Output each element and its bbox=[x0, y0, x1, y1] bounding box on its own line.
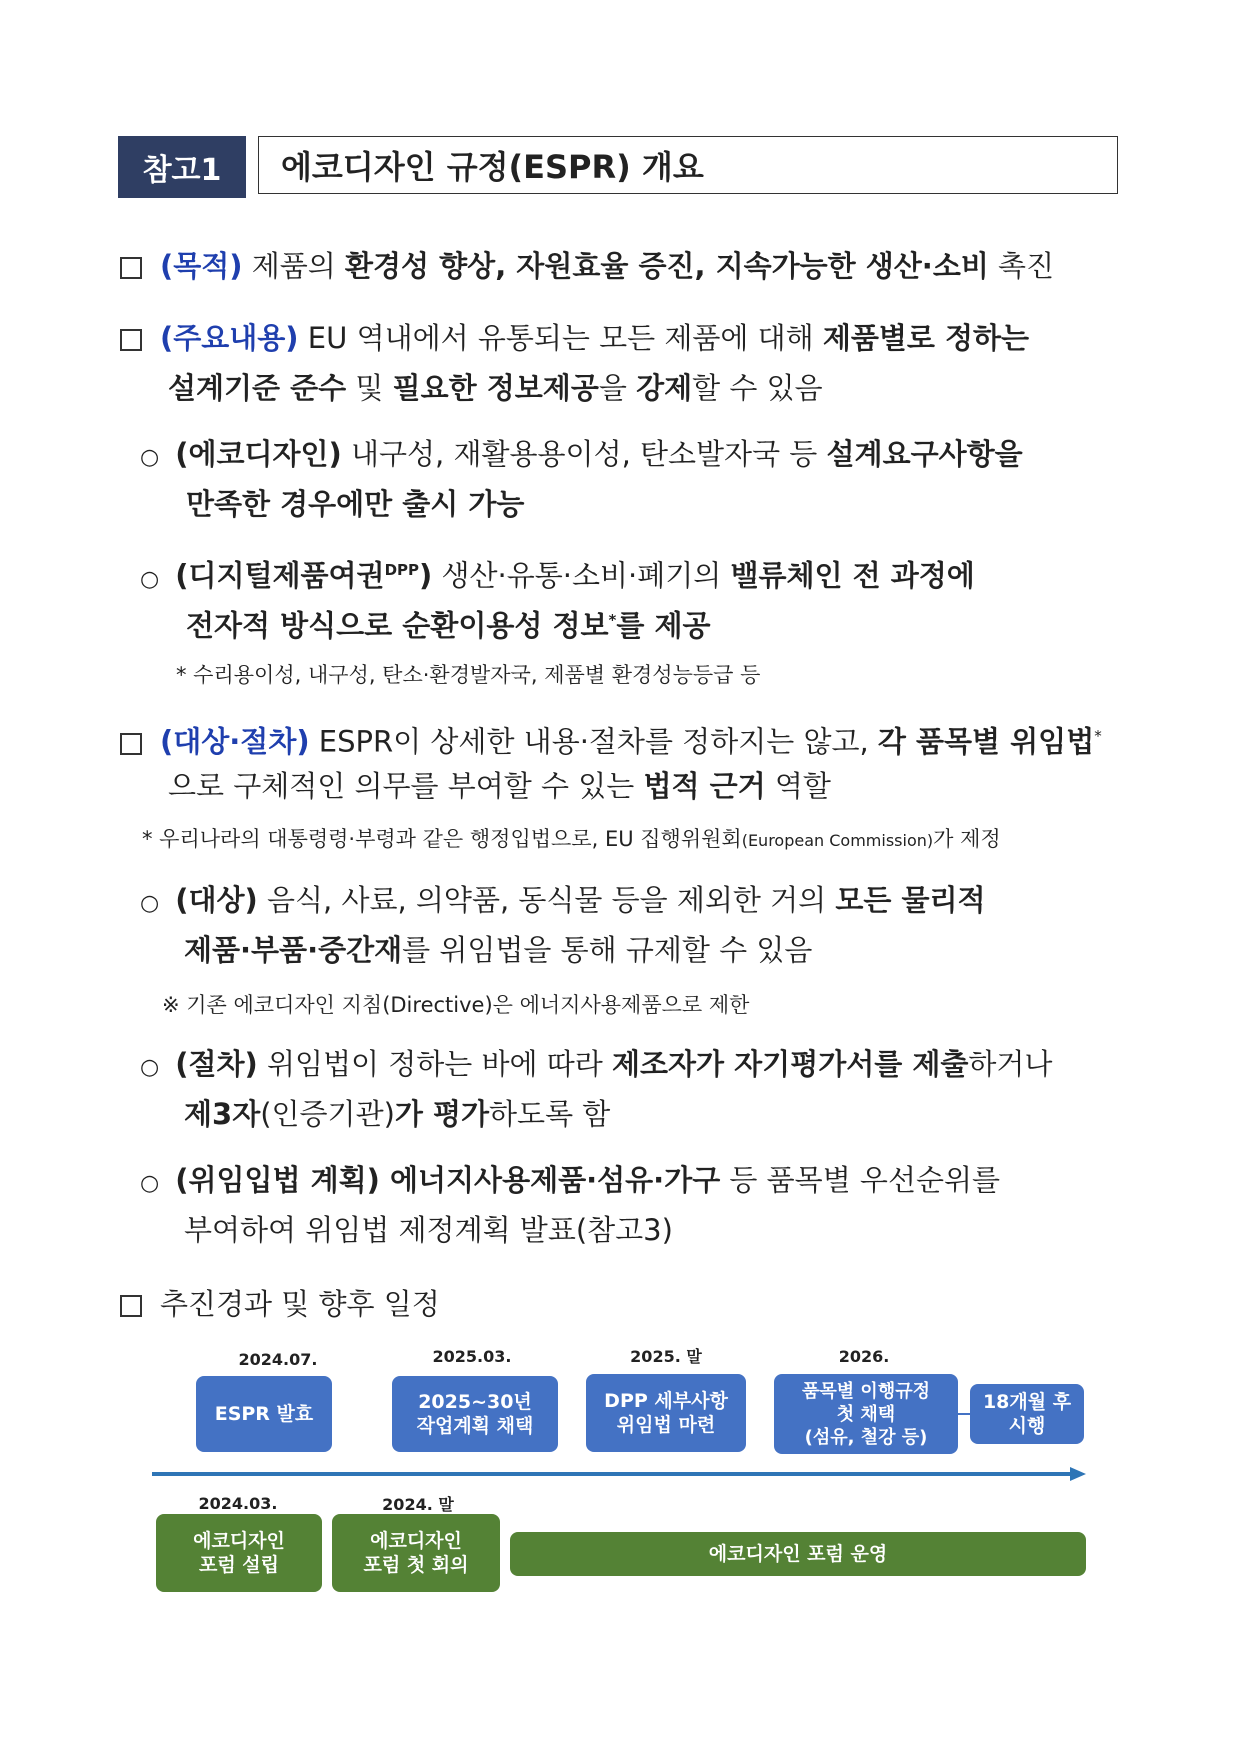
timeline-date: 2024.07. bbox=[238, 1350, 318, 1369]
item-scope-cont: 제품·부품·중간재를 위임법을 통해 규제할 수 있음 bbox=[184, 933, 813, 967]
forum-operation-bar: 에코디자인 포럼 운영 bbox=[510, 1532, 1086, 1576]
milestone-enforcement: 18개월 후 시행 bbox=[970, 1384, 1084, 1444]
milestone-forum-established: 에코디자인 포럼 설립 bbox=[156, 1514, 322, 1592]
milestone-first-rules: 품목별 이행규정 첫 채택 (섬유, 철강 등) bbox=[774, 1374, 958, 1454]
section-main-content: (주요내용) EU 역내에서 유통되는 모든 제품에 대해 제품별로 정하는 bbox=[120, 318, 1029, 358]
item-delegation-plan-cont: 부여하여 위임법 제정계획 발표(참고3) bbox=[184, 1213, 673, 1247]
circle-bullet-icon: ○ bbox=[140, 1171, 160, 1196]
item-dpp-cont: 전자적 방식으로 순환이용성 정보*를 제공 bbox=[186, 608, 711, 643]
delegated-act-footnote: * 우리나라의 대통령령·부령과 같은 행정입법으로, EU 집행위원회(European Commission)가 제정 bbox=[142, 827, 1001, 851]
reference-badge: 참고1 bbox=[118, 136, 246, 198]
section-scope-procedure-cont: 으로 구체적인 의무를 부여할 수 있는 법적 근거 역할 bbox=[168, 769, 831, 803]
dpp-footnote: * 수리용이성, 내구성, 탄소·환경발자국, 제품별 환경성능등급 등 bbox=[176, 663, 761, 687]
item-dpp: ○ (디지털제품여권$^{DPP}$) 생산·유통·소비·폐기의 밸류체인 전 과정에 bbox=[140, 550, 975, 600]
section-main-content-cont: 설계기준 준수 및 필요한 정보제공을 강제할 수 있음 bbox=[168, 371, 823, 405]
milestone-espr-effective: ESPR 발효 bbox=[196, 1376, 332, 1452]
item-procedure: ○ (절차) 위임법이 정하는 바에 따라 제조자가 자기평가서를 제출하거나 bbox=[140, 1044, 1052, 1088]
timeline-date: 2025. 말 bbox=[630, 1347, 702, 1366]
section-purpose: (목적) 제품의 환경성 향상, 자원효율 증진, 지속가능한 생산·소비 촉진 bbox=[120, 246, 1054, 286]
milestone-forum-first-meeting: 에코디자인 포럼 첫 회의 bbox=[332, 1514, 500, 1592]
milestone-dpp-act: DPP 세부사항 위임법 마련 bbox=[586, 1374, 746, 1452]
circle-bullet-icon: ○ bbox=[140, 566, 160, 592]
timeline-date: 2024.03. bbox=[198, 1494, 278, 1513]
milestone-work-plan: 2025~30년 작업계획 채택 bbox=[392, 1376, 558, 1452]
circle-bullet-icon: ○ bbox=[140, 891, 160, 916]
page-title: 에코디자인 규정(ESPR) 개요 bbox=[258, 136, 1118, 194]
timeline-arrow bbox=[150, 1464, 1090, 1484]
item-delegation-plan: ○ (위임입법 계획) 에너지사용제품·섬유·가구 등 품목별 우선순위를 bbox=[140, 1160, 1000, 1204]
item-scope: ○ (대상) 음식, 사료, 의약품, 동식물 등을 제외한 거의 모든 물리적 bbox=[140, 880, 986, 924]
section-progress-schedule: 추진경과 및 향후 일정 bbox=[120, 1284, 440, 1324]
circle-bullet-icon: ○ bbox=[140, 445, 160, 470]
item-ecodesign-cont: 만족한 경우에만 출시 가능 bbox=[186, 487, 525, 521]
timeline-date: 2025.03. bbox=[432, 1347, 512, 1366]
item-ecodesign: ○ (에코디자인) 내구성, 재활용용이성, 탄소발자국 등 설계요구사항을 bbox=[140, 434, 1023, 478]
checkbox-bullet-icon bbox=[120, 257, 142, 279]
connector-line bbox=[958, 1413, 970, 1415]
checkbox-bullet-icon bbox=[120, 1295, 142, 1317]
directive-note: ※ 기존 에코디자인 지침(Directive)은 에너지사용제품으로 제한 bbox=[162, 993, 750, 1017]
timeline-date: 2026. bbox=[838, 1347, 890, 1366]
item-procedure-cont: 제3자(인증기관)가 평가하도록 함 bbox=[184, 1097, 611, 1131]
circle-bullet-icon: ○ bbox=[140, 1055, 160, 1080]
section-scope-procedure: (대상·절차) ESPR이 상세한 내용·절차를 정하지는 않고, 각 품목별 위임법* bbox=[120, 716, 1102, 762]
checkbox-bullet-icon bbox=[120, 329, 142, 351]
timeline-date: 2024. 말 bbox=[382, 1495, 454, 1514]
checkbox-bullet-icon bbox=[120, 733, 142, 755]
